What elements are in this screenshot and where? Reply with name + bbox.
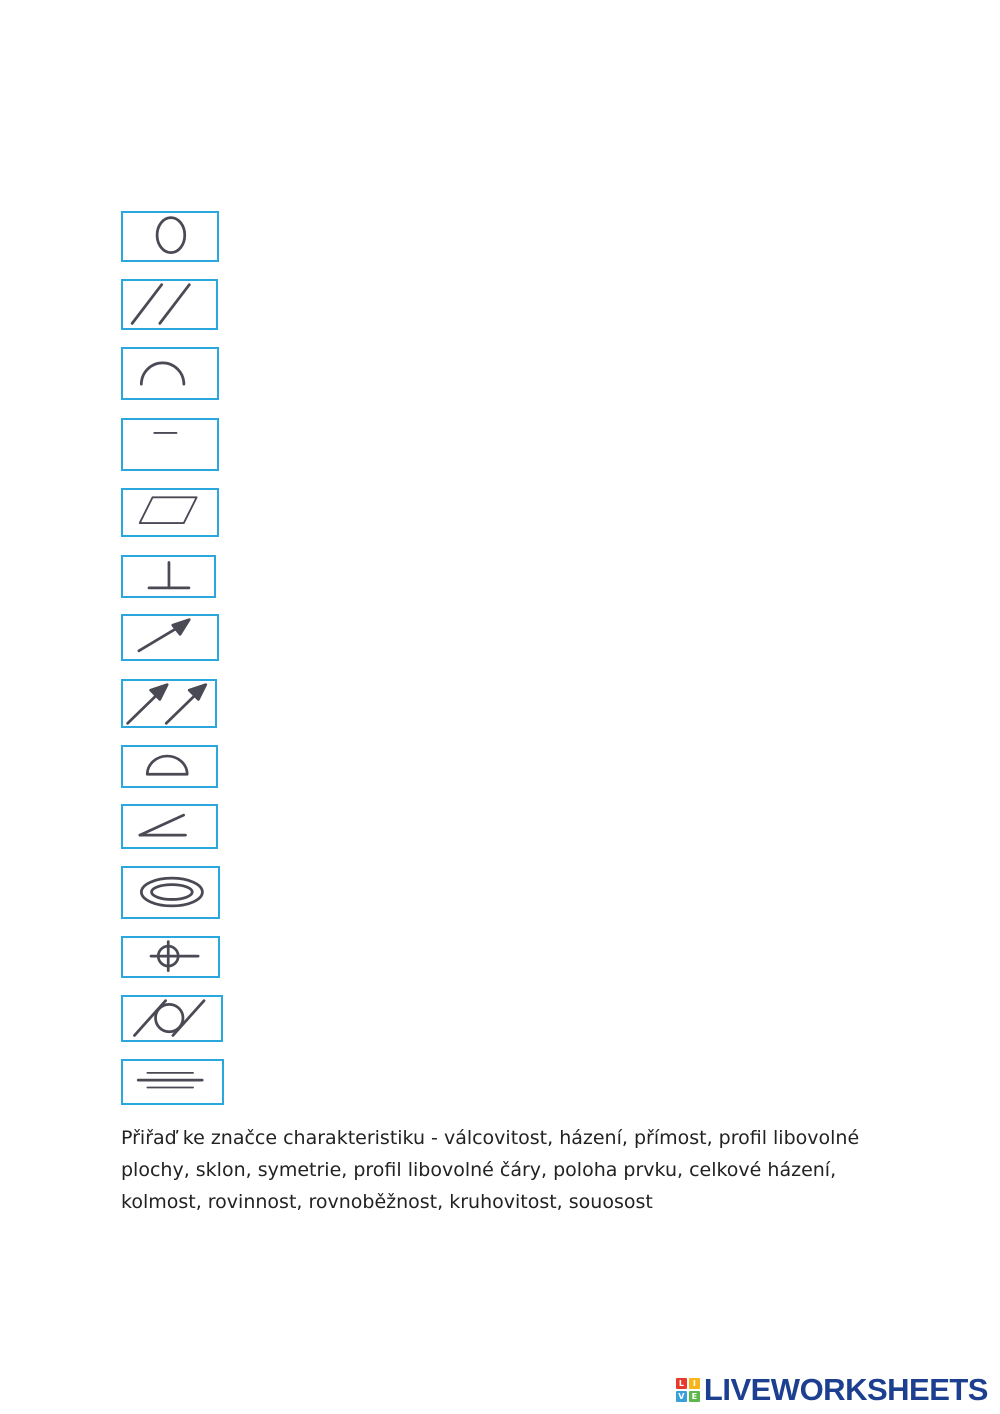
logo-grid-icon [676,1378,700,1402]
symbol-box-line-profile[interactable] [121,347,219,400]
logo-letter-l: L [676,1378,687,1389]
flatness-icon [123,490,217,535]
symbol-box-symmetry[interactable] [121,1059,224,1105]
angularity-icon [123,806,216,847]
parallelism-icon [123,281,216,328]
symmetry-icon [123,1061,222,1103]
instructions-text: Přiřaď ke značce charakteristiku - válcovitost, házení, přímost, profil libovolné plochy, sklon, symetrie, profil libovolné čáry, poloha prvku, celkové házení, kolmost, rovinnost, rovnoběžnost, kruhovitost, souosost [121,1127,860,1213]
symbol-box-total-runout[interactable] [121,679,217,728]
logo-letter-v: V [676,1391,687,1402]
brand-name: LIVEWORKSHEETS [703,1372,988,1407]
logo-letter-i: I [689,1378,700,1389]
position-icon [123,938,218,976]
surface-profile-icon [123,747,216,786]
concentricity-icon [123,868,218,917]
symbol-box-circular-runout[interactable] [121,614,219,661]
symbol-box-concentricity[interactable] [121,866,220,919]
symbol-box-surface-profile[interactable] [121,745,218,788]
liveworksheets-logo[interactable] [676,1372,988,1408]
line-profile-icon [123,349,217,398]
symbol-box-position[interactable] [121,936,220,978]
circular-runout-icon [123,616,217,659]
symbol-box-cylindricity[interactable] [121,995,223,1042]
logo-letter-e: E [689,1391,700,1402]
symbol-box-circularity[interactable] [121,211,219,262]
total-runout-icon [123,681,215,726]
symbol-box-angularity[interactable] [121,804,218,849]
perpendicularity-icon [123,557,214,596]
symbol-box-straightness[interactable] [121,418,219,471]
symbol-box-flatness[interactable] [121,488,219,537]
cylindricity-icon [123,997,221,1040]
symbol-box-parallelism[interactable] [121,279,218,330]
straightness-icon [123,420,217,469]
circularity-icon [123,213,217,260]
symbol-box-perpendicularity[interactable] [121,555,216,598]
